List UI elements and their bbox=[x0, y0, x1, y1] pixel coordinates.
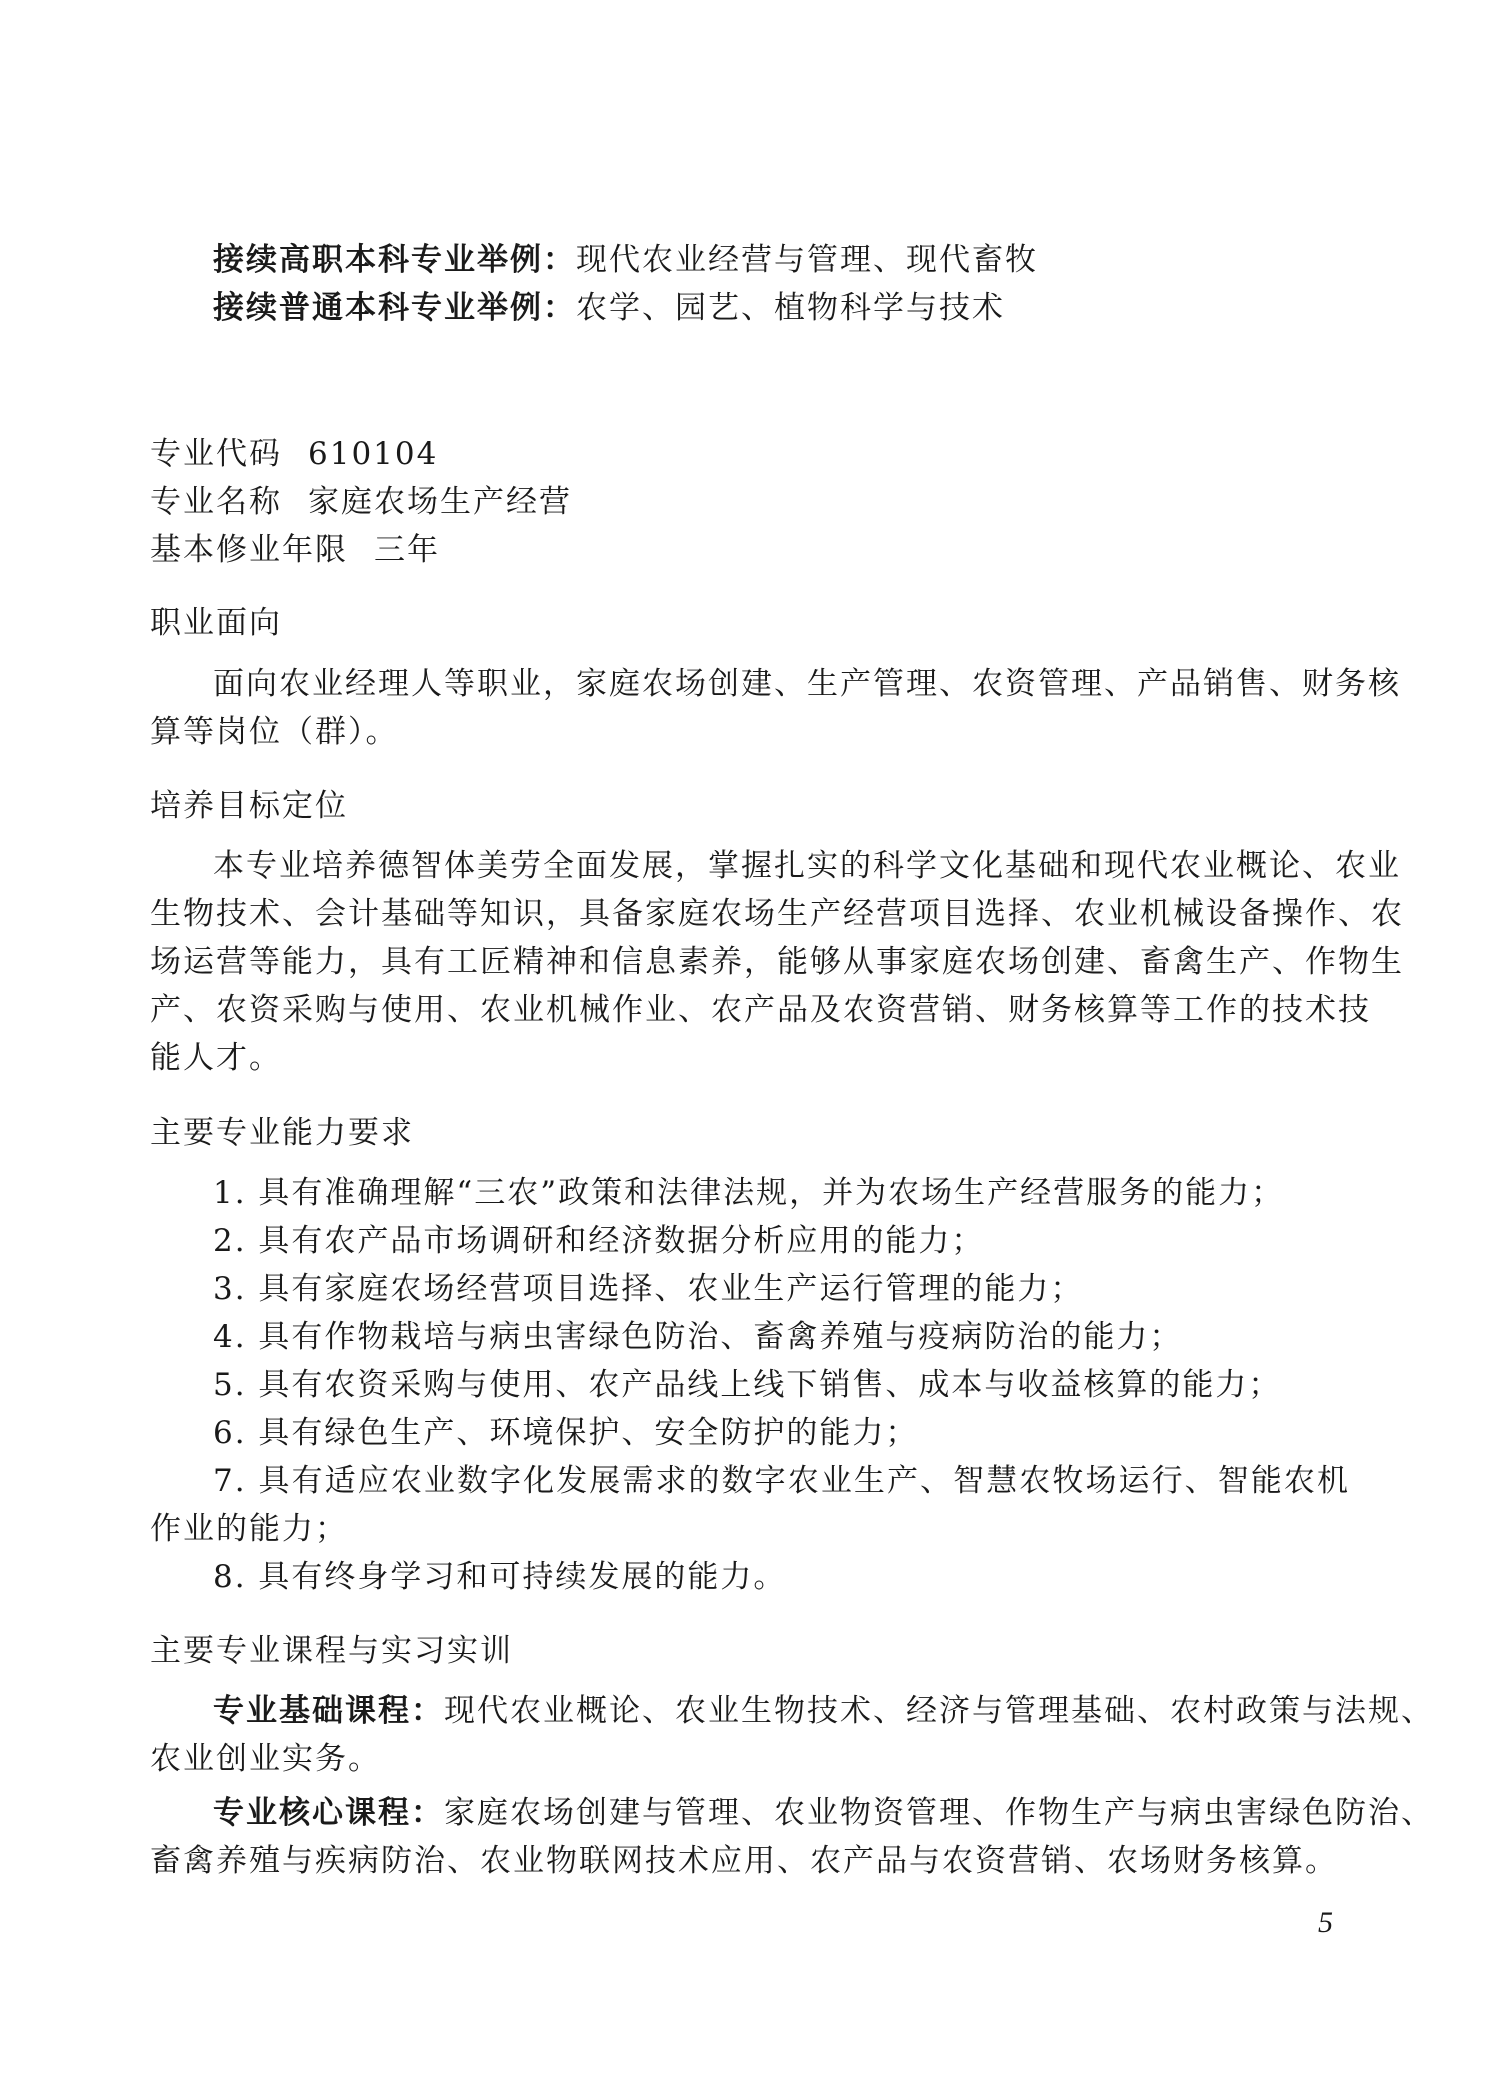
goal-line-2: 生物技术、会计基础等知识，具备家庭农场生产经营项目选择、农业机械设备操作、农 bbox=[150, 896, 1404, 932]
goal-line-3: 场运营等能力，具有工匠精神和信息素养，能够从事家庭农场创建、畜禽生产、作物生 bbox=[150, 944, 1404, 980]
ability-item-5: 5. 具有农资采购与使用、农产品线上线下销售、成本与收益核算的能力； bbox=[213, 1367, 1282, 1403]
major-name-label: 专业名称 bbox=[150, 484, 282, 520]
general-undergrad-value: 农学、园艺、植物科学与技术 bbox=[576, 290, 1005, 326]
goal-line-1: 本专业培养德智体美劳全面发展，掌握扎实的科学文化基础和现代农业概论、农业 bbox=[213, 848, 1401, 884]
ability-item-4: 4. 具有作物栽培与病虫害绿色防治、畜禽养殖与疫病防治的能力； bbox=[213, 1319, 1183, 1355]
general-undergrad-continuation bbox=[213, 288, 1005, 328]
study-years-label: 基本修业年限 bbox=[150, 532, 348, 568]
basic-courses-line-1 bbox=[213, 1691, 1434, 1731]
ability-item-7-line-2: 作业的能力； bbox=[150, 1511, 348, 1547]
courses-heading: 主要专业课程与实习实训 bbox=[150, 1633, 513, 1669]
ability-item-7-line-1: 7. 具有适应农业数字化发展需求的数字农业生产、智慧农牧场运行、智能农机 bbox=[213, 1463, 1350, 1499]
core-courses-line-1 bbox=[213, 1793, 1434, 1833]
basic-courses-value: 现代农业概论、农业生物技术、经济与管理基础、农村政策与法规、 bbox=[444, 1693, 1434, 1729]
career-line-1: 面向农业经理人等职业，家庭农场创建、生产管理、农资管理、产品销售、财务核 bbox=[213, 666, 1401, 702]
goal-line-5: 能人才。 bbox=[150, 1040, 282, 1076]
ability-item-3: 3. 具有家庭农场经营项目选择、农业生产运行管理的能力； bbox=[213, 1271, 1084, 1307]
study-years-value: 三年 bbox=[374, 532, 440, 568]
ability-item-1: 1. 具有准确理解“三农”政策和法律法规，并为农场生产经营服务的能力； bbox=[213, 1175, 1285, 1211]
higher-vocational-continuation bbox=[213, 240, 1038, 280]
basic-courses-line-2: 农业创业实务。 bbox=[150, 1741, 381, 1777]
abilities-heading: 主要专业能力要求 bbox=[150, 1115, 414, 1151]
core-courses-value: 家庭农场创建与管理、农业物资管理、作物生产与病虫害绿色防治、 bbox=[444, 1795, 1434, 1831]
higher-vocational-value: 现代农业经营与管理、现代畜牧 bbox=[576, 242, 1038, 278]
ability-item-2: 2. 具有农产品市场调研和经济数据分析应用的能力； bbox=[213, 1223, 985, 1259]
career-line-2: 算等岗位（群）。 bbox=[150, 714, 399, 750]
career-heading: 职业面向 bbox=[150, 605, 282, 641]
ability-item-8: 8. 具有终身学习和可持续发展的能力。 bbox=[213, 1559, 787, 1595]
study-years-row bbox=[150, 530, 440, 570]
basic-courses-label: 专业基础课程： bbox=[213, 1693, 444, 1729]
major-name-row bbox=[150, 482, 572, 522]
page-number: 5 bbox=[1318, 1906, 1333, 1939]
core-courses-label: 专业核心课程： bbox=[213, 1795, 444, 1831]
major-code-label: 专业代码 bbox=[150, 436, 282, 472]
ability-item-6: 6. 具有绿色生产、环境保护、安全防护的能力； bbox=[213, 1415, 919, 1451]
major-code-row bbox=[150, 434, 438, 474]
goal-line-4: 产、农资采购与使用、农业机械作业、农产品及农资营销、财务核算等工作的技术技 bbox=[150, 992, 1371, 1028]
major-code-value: 610104 bbox=[308, 436, 439, 472]
core-courses-line-2: 畜禽养殖与疾病防治、农业物联网技术应用、农产品与农资营销、农场财务核算。 bbox=[150, 1843, 1338, 1879]
goal-heading: 培养目标定位 bbox=[150, 788, 348, 824]
higher-vocational-label: 接续高职本科专业举例： bbox=[213, 242, 576, 278]
major-name-value: 家庭农场生产经营 bbox=[308, 484, 572, 520]
general-undergrad-label: 接续普通本科专业举例： bbox=[213, 290, 576, 326]
